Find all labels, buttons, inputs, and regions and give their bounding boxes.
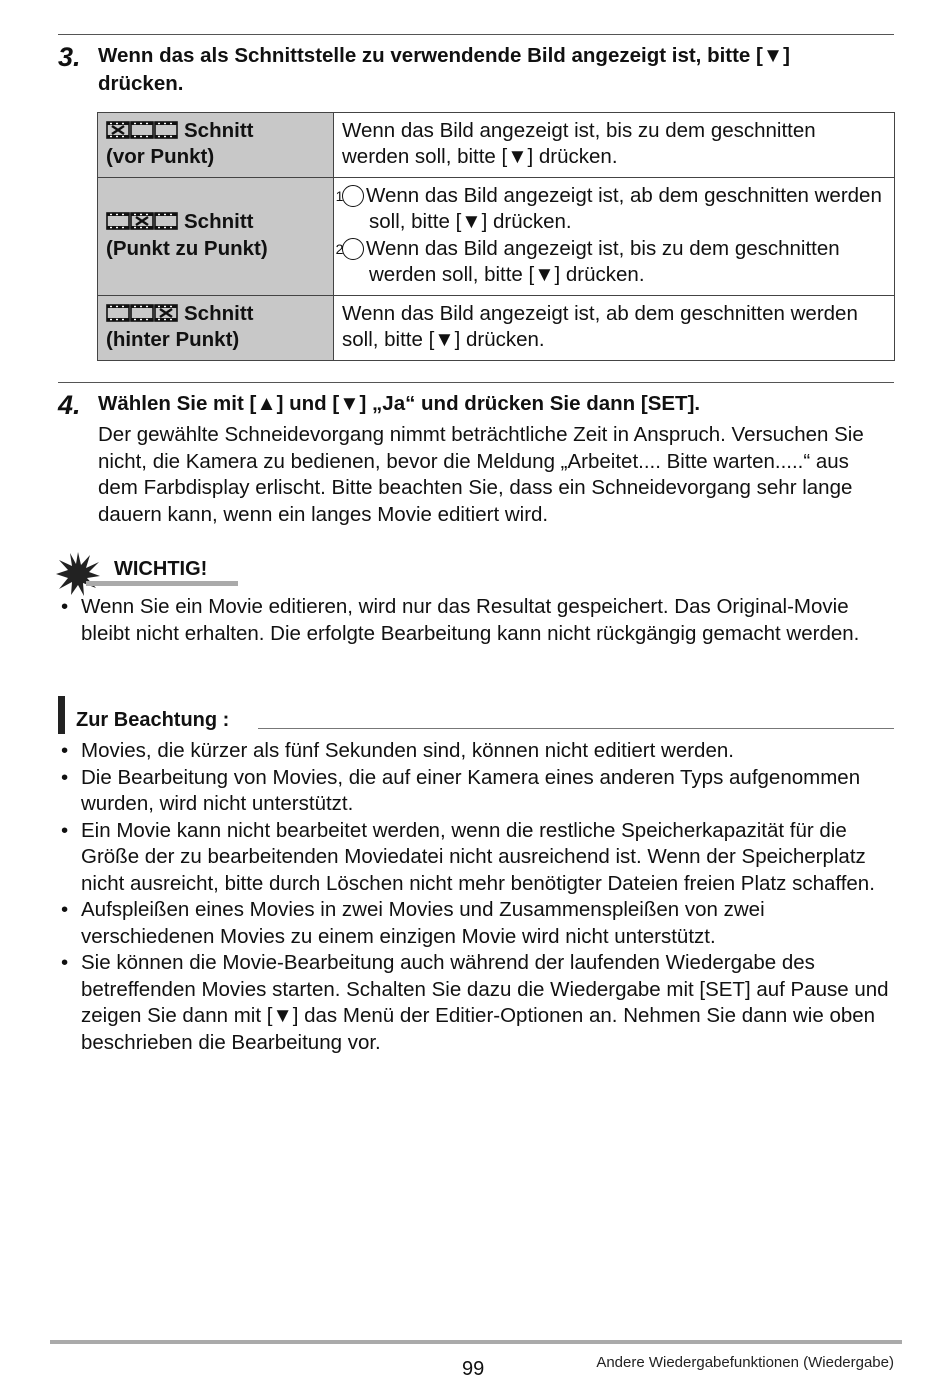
- note-title: Zur Beachtung :: [76, 709, 230, 731]
- step3-heading-line2: drücken.: [98, 72, 184, 95]
- circled-number-marker: 2: [342, 238, 364, 260]
- list-item: • Aufspleißen eines Movies in zwei Movies und Zusammenspleißen von zwei verschiedenen Movies zu einem einzigen Movie wird nicht unterstützt.: [58, 897, 896, 950]
- page-number: 99: [462, 1358, 485, 1380]
- film-cut-middle-icon: [106, 212, 180, 230]
- note-divider: [258, 728, 894, 729]
- note-list: [58, 738, 896, 1056]
- step4-body: Der gewählte Schneidevorgang nimmt beträchtliche Zeit in Anspruch. Versuchen Sie nicht, die Kamera zu bedienen, bevor die Meldung „Arbeitet.... Bitte warten.....“ aus dem Farbdisplay erlischt. Bitte beachten Sie, dass ein Schneidevorgang sehr lange dauern kann, wenn ein langes Movie editiert wird.: [98, 423, 864, 526]
- footer-rule: [50, 1340, 902, 1344]
- cut-description-cell: [334, 178, 895, 296]
- step4-heading: [58, 390, 894, 418]
- note-marker-bar: [58, 696, 65, 734]
- table-row: [98, 296, 895, 361]
- cut-label-line2: (Punkt zu Punkt): [106, 236, 268, 260]
- step4-top-rule: [58, 382, 894, 383]
- step3-number: 3.: [58, 42, 81, 72]
- list-item: • Sie können die Movie-Bearbeitung auch während der laufenden Wiedergabe des betreffenden Movies starten. Schalten Sie dazu die Wiedergabe mit [SET] auf Pause und zeigen Sie dann mit [▼] das Menü der Editier-Optionen an. Nehmen Sie dann wie oben beschrieben die Bearbeitung vor.: [58, 950, 896, 1056]
- list-item: • Die Bearbeitung von Movies, die auf einer Kamera eines anderen Typs aufgenommen wurden, wird nicht unterstützt.: [58, 765, 896, 818]
- step4-heading-text: Wählen Sie mit [▲] und [▼] „Ja“ und drücken Sie dann [SET].: [98, 392, 701, 415]
- important-title: WICHTIG!: [114, 558, 208, 580]
- list-item: 2 Wenn das Bild angezeigt ist, bis zu dem geschnitten werden soll, bitte [▼] drücken.: [335, 236, 840, 286]
- table-row: [98, 113, 895, 178]
- step3-top-rule: [58, 34, 894, 35]
- list-item: 1 Wenn das Bild angezeigt ist, ab dem geschnitten werden soll, bitte [▼] drücken.: [335, 183, 882, 233]
- cut-label-line1: Schnitt: [184, 118, 254, 142]
- important-underline: [86, 581, 238, 586]
- list-item: • Ein Movie kann nicht bearbeitet werden, wenn die restliche Speicherkapazität für die Größe der zu bearbeitenden Moviedatei nicht ausreichend ist. Wenn der Speicherplatz nicht ausreicht, bitte durch Löschen nicht mehr benötigter Dateien freien Platz schaffen.: [58, 818, 896, 898]
- film-cut-end-icon: [106, 304, 180, 322]
- step3-heading: [58, 42, 894, 98]
- cut-label-line1: Schnitt: [184, 301, 254, 325]
- important-list: [58, 594, 896, 647]
- cut-label-line2: (vor Punkt): [106, 145, 215, 168]
- cut-label-line1: Schnitt: [184, 210, 254, 233]
- film-cut-start-icon: [106, 121, 180, 139]
- footer-section-title: Andere Wiedergabefunktionen (Wiedergabe): [596, 1354, 894, 1371]
- cut-label-cell: [98, 296, 334, 361]
- cut-label-line2: (hinter Punkt): [106, 328, 240, 351]
- important-header: [58, 554, 258, 594]
- starburst-icon: [56, 552, 100, 596]
- cut-label-cell: [98, 113, 334, 178]
- list-item: • Wenn Sie ein Movie editieren, wird nur das Resultat gespeichert. Das Original-Movie bleibt nicht erhalten. Die erfolgte Bearbeitung kann nicht rückgängig gemacht werden.: [58, 594, 896, 647]
- table-row: [98, 178, 895, 296]
- cut-description-cell: Wenn das Bild angezeigt ist, ab dem geschnitten werden soll, bitte [▼] drücken.: [334, 296, 895, 361]
- step3-heading-line1: Wenn das als Schnittstelle zu verwendende Bild angezeigt ist, bitte [▼]: [98, 44, 790, 67]
- cut-options-table: [97, 112, 895, 361]
- cut-description-cell: Wenn das Bild angezeigt ist, bis zu dem geschnitten werden soll, bitte [▼] drücken.: [334, 113, 895, 178]
- step4-number: 4.: [58, 390, 81, 420]
- cut-label-cell: [98, 178, 334, 296]
- list-item: • Movies, die kürzer als fünf Sekunden sind, können nicht editiert werden.: [58, 738, 896, 765]
- circled-number-marker: 1: [342, 185, 364, 207]
